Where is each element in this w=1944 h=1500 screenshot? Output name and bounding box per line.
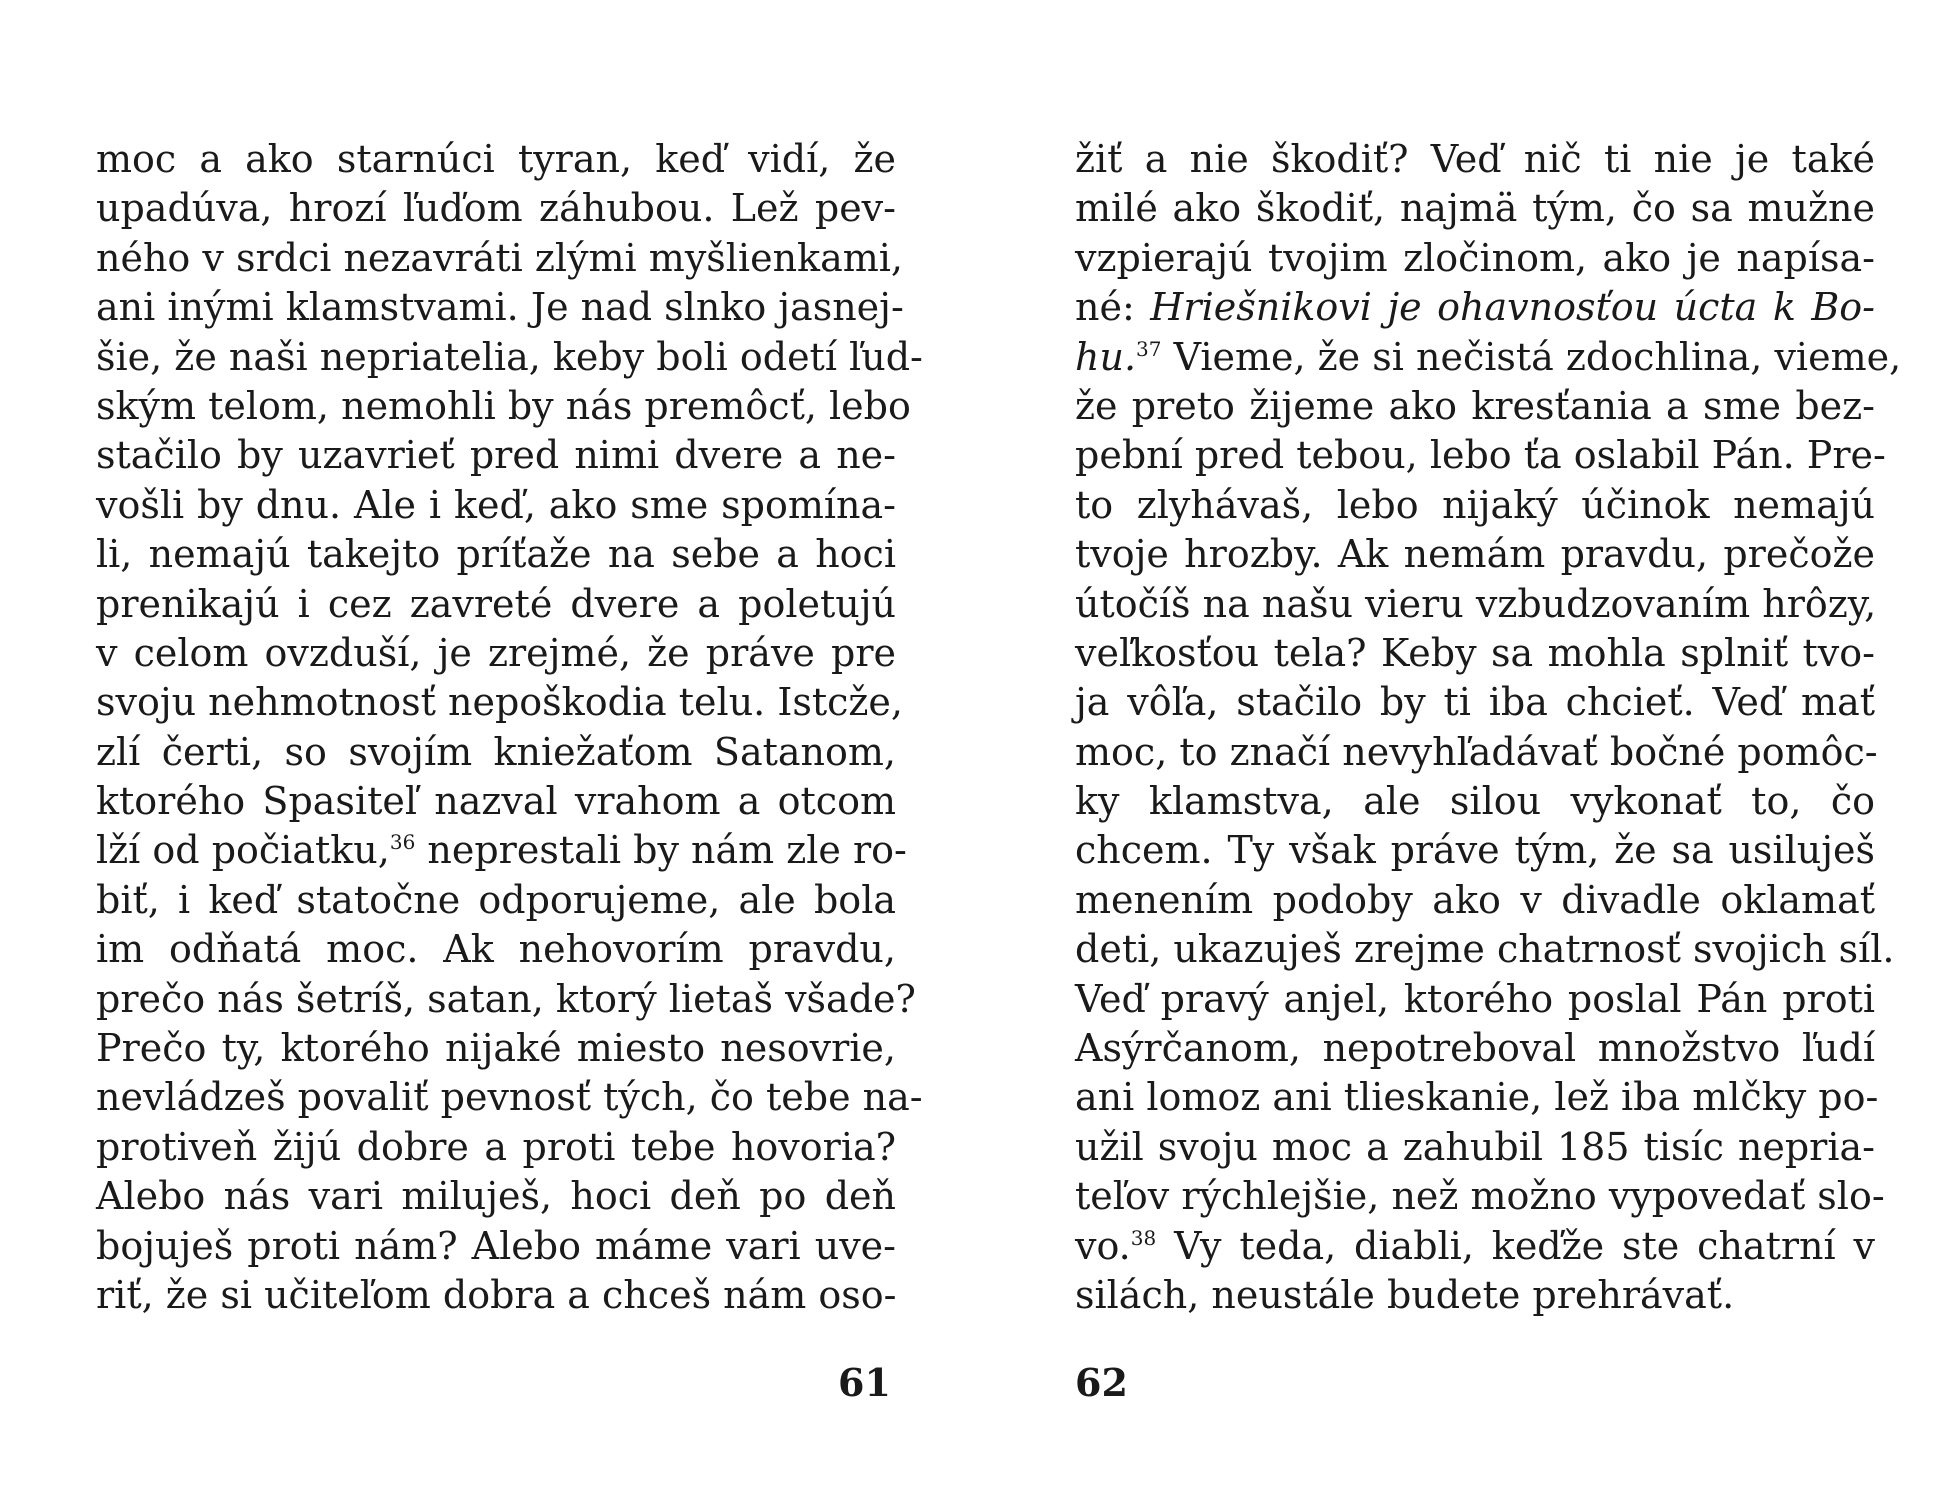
text-line: menením podoby ako v divadle oklamať — [1075, 877, 1875, 922]
scripture-quote: Hriešnikovi je ohavnosťou úcta k Bo- — [1150, 285, 1875, 330]
text-line: že preto žijeme ako kresťania a sme bez- — [1075, 383, 1875, 428]
text-line: vošli by dnu. Ale i keď, ako sme spomína- — [96, 482, 896, 527]
text-line: li, nemajú takejto príťaže na sebe a hoci — [96, 532, 896, 577]
text-line: ktorého Spasiteľ nazval vrahom a otcom — [96, 779, 896, 824]
text-line-with-footnote — [1075, 333, 1902, 382]
left-page — [96, 135, 923, 1320]
text-line: veľkosťou tela? Keby sa mohla splniť tvo- — [1075, 630, 1875, 675]
text-line: ného v srdci nezavráti zlými myšlienkami, — [96, 235, 903, 280]
page-number-right: 62 — [1075, 1360, 1128, 1405]
text-line: v celom ovzduší, je zrejmé, že práve pre — [96, 630, 896, 675]
text-line: chcem. Ty však práve tým, že sa usiluješ — [1075, 828, 1875, 873]
text-segment: Vieme, že si nečistá zdochlina, vieme, — [1161, 334, 1902, 379]
text-line: ja vôľa, stačilo by ti iba chcieť. Veď mať — [1075, 680, 1875, 725]
text-line: pební pred tebou, lebo ťa oslabil Pán. Pre- — [1075, 433, 1886, 478]
text-line: ky klamstva, ale silou vykonať to, čo — [1075, 779, 1875, 824]
text-line: Prečo ty, ktorého nijaké miesto nesovrie, — [96, 1026, 896, 1071]
text-line: to zlyhávaš, lebo nijaký účinok nemajú — [1075, 482, 1875, 527]
text-line: silách, neustále budete prehrávať. — [1075, 1272, 1735, 1317]
text-line-with-footnote — [96, 826, 907, 875]
text-line-with-footnote — [1075, 1222, 1875, 1271]
text-line: šie, že naši nepriatelia, keby boli odetí ľud- — [96, 334, 923, 379]
text-line: vzpierajú tvojim zločinom, ako je napísa- — [1075, 235, 1875, 280]
footnote-marker-36: 36 — [389, 830, 416, 855]
text-line: protiveň žijú dobre a proti tebe hovoria? — [96, 1124, 896, 1169]
text-line: bojuješ proti nám? Alebo máme vari uve- — [96, 1223, 896, 1268]
text-line: biť, i keď statočne odporujeme, ale bola — [96, 877, 896, 922]
text-line: moc a ako starnúci tyran, keď vidí, že — [96, 137, 896, 181]
text-segment: lží od počiatku, — [96, 828, 390, 873]
text-line: nevládzeš povaliť pevnosť tých, čo tebe na- — [96, 1075, 923, 1120]
text-line: Alebo nás vari miluješ, hoci deň po deň — [96, 1174, 896, 1219]
text-line: riť, že si učiteľom dobra a chceš nám oso- — [96, 1272, 897, 1317]
text-line: svoju nehmotnosť nepoškodia telu. Istcže, — [96, 680, 903, 725]
text-line: moc, to značí nevyhľadávať bočné pomôc- — [1075, 729, 1878, 774]
text-line: Veď pravý anjel, ktorého poslal Pán proti — [1075, 976, 1875, 1021]
scripture-quote: hu. — [1075, 334, 1137, 379]
text-segment: Vy teda, diabli, keďže ste chatrní v — [1156, 1223, 1875, 1268]
text-segment: neprestali by nám zle ro- — [415, 828, 907, 873]
text-line: prenikajú i cez zavreté dvere a poletujú — [96, 581, 896, 626]
footnote-marker-38: 38 — [1130, 1225, 1157, 1250]
text-line: Asýrčanom, nepotreboval množstvo ľudí — [1075, 1026, 1875, 1071]
text-line: teľov rýchlejšie, než možno vypovedať slo- — [1075, 1174, 1885, 1219]
text-line: ani inými klamstvami. Je nad slnko jasnej- — [96, 285, 904, 330]
text-segment: né: — [1075, 285, 1151, 330]
text-line: útočíš na našu vieru vzbudzovaním hrôzy, — [1075, 581, 1877, 626]
text-line: prečo nás šetríš, satan, ktorý lietaš všade? — [96, 976, 916, 1021]
footnote-marker-37: 37 — [1136, 336, 1162, 361]
text-line: deti, ukazuješ zrejme chatrnosť svojich síl. — [1075, 927, 1895, 972]
text-line: upadúva, hrozí ľuďom záhubou. Lež pev- — [96, 186, 896, 231]
text-line: ským telom, nemohli by nás premôcť, lebo — [96, 383, 911, 428]
text-line: milé ako škodiť, najmä tým, čo sa mužne — [1075, 186, 1875, 231]
text-line: zlí čerti, so svojím kniežaťom Satanom, — [96, 729, 896, 774]
text-line: užil svoju moc a zahubil 185 tisíc nepria- — [1075, 1124, 1875, 1169]
text-line: ani lomoz ani tlieskanie, lež iba mlčky po- — [1075, 1075, 1879, 1120]
right-page — [1075, 135, 1902, 1320]
text-line: tvoje hrozby. Ak nemám pravdu, prečože — [1075, 532, 1875, 577]
page-number-left: 61 — [838, 1360, 891, 1405]
text-segment: vo. — [1075, 1223, 1131, 1268]
text-line: stačilo by uzavrieť pred nimi dvere a ne- — [96, 433, 896, 478]
text-line-with-italic — [1075, 283, 1875, 332]
text-line: žiť a nie škodiť? Veď nič ti nie je také — [1075, 137, 1875, 181]
text-line: im odňatá moc. Ak nehovorím pravdu, — [96, 927, 896, 972]
